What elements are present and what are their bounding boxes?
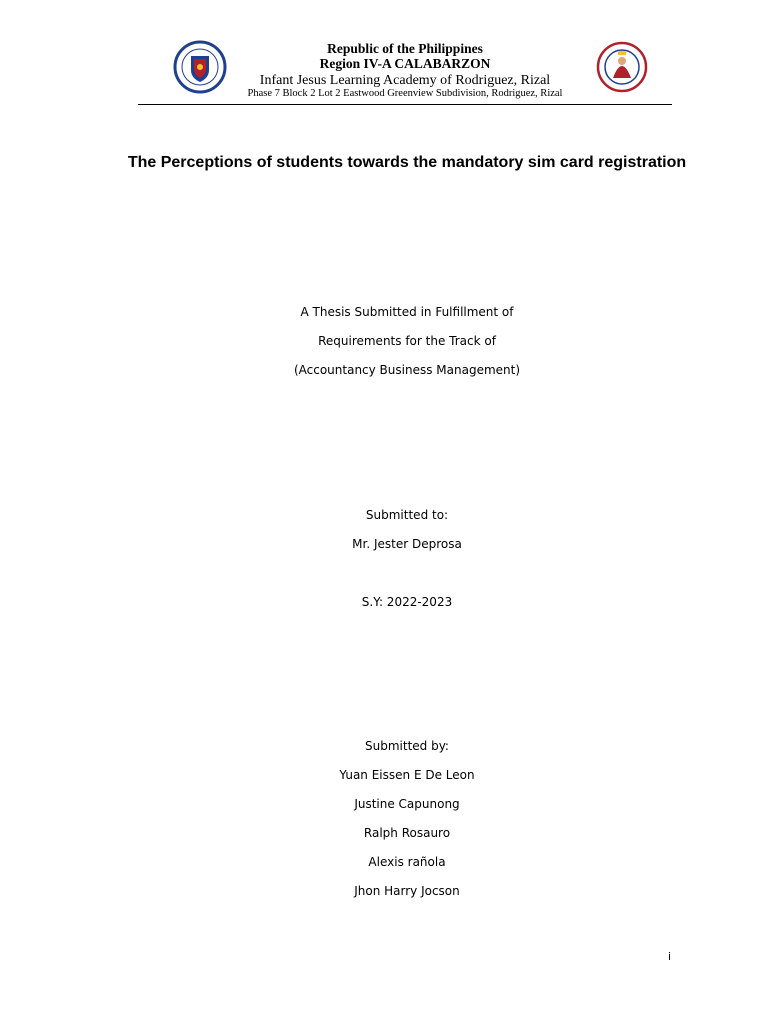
school-address: Phase 7 Block 2 Lot 2 Eastwood Greenview Subdivision, Rodriguez, Rizal: [247, 88, 563, 100]
school-year: S.Y: 2022-2023: [361, 595, 453, 609]
author-name: Ralph Rosauro: [363, 826, 451, 840]
letterhead: [138, 40, 672, 106]
author-name: Alexis rañola: [368, 855, 446, 869]
letterhead-rule: [138, 104, 672, 105]
school-name: Infant Jesus Learning Academy of Rodriguez, Rizal: [259, 72, 551, 88]
thesis-title: The Perceptions of students towards the mandatory sim card registration: [127, 154, 687, 171]
submission-line-3: (Accountancy Business Management): [293, 363, 521, 377]
region-name: Region IV-A CALABARZON: [319, 55, 491, 71]
submission-line-1: A Thesis Submitted in Fulfillment of: [300, 305, 514, 319]
adviser-name: Mr. Jester Deprosa: [352, 537, 462, 551]
author-name: Justine Capunong: [354, 797, 460, 811]
author-name: Jhon Harry Jocson: [354, 884, 460, 898]
author-name: Yuan Eissen E De Leon: [339, 768, 475, 782]
page-number: i: [668, 950, 672, 963]
letterhead-text: [138, 42, 672, 100]
submitted-to-label: Submitted to:: [365, 508, 449, 522]
submission-line-2: Requirements for the Track of: [318, 334, 496, 348]
country-name: Republic of the Philippines: [327, 41, 483, 56]
submitted-by-label: Submitted by:: [365, 739, 449, 753]
school-seal-icon: [596, 40, 648, 94]
